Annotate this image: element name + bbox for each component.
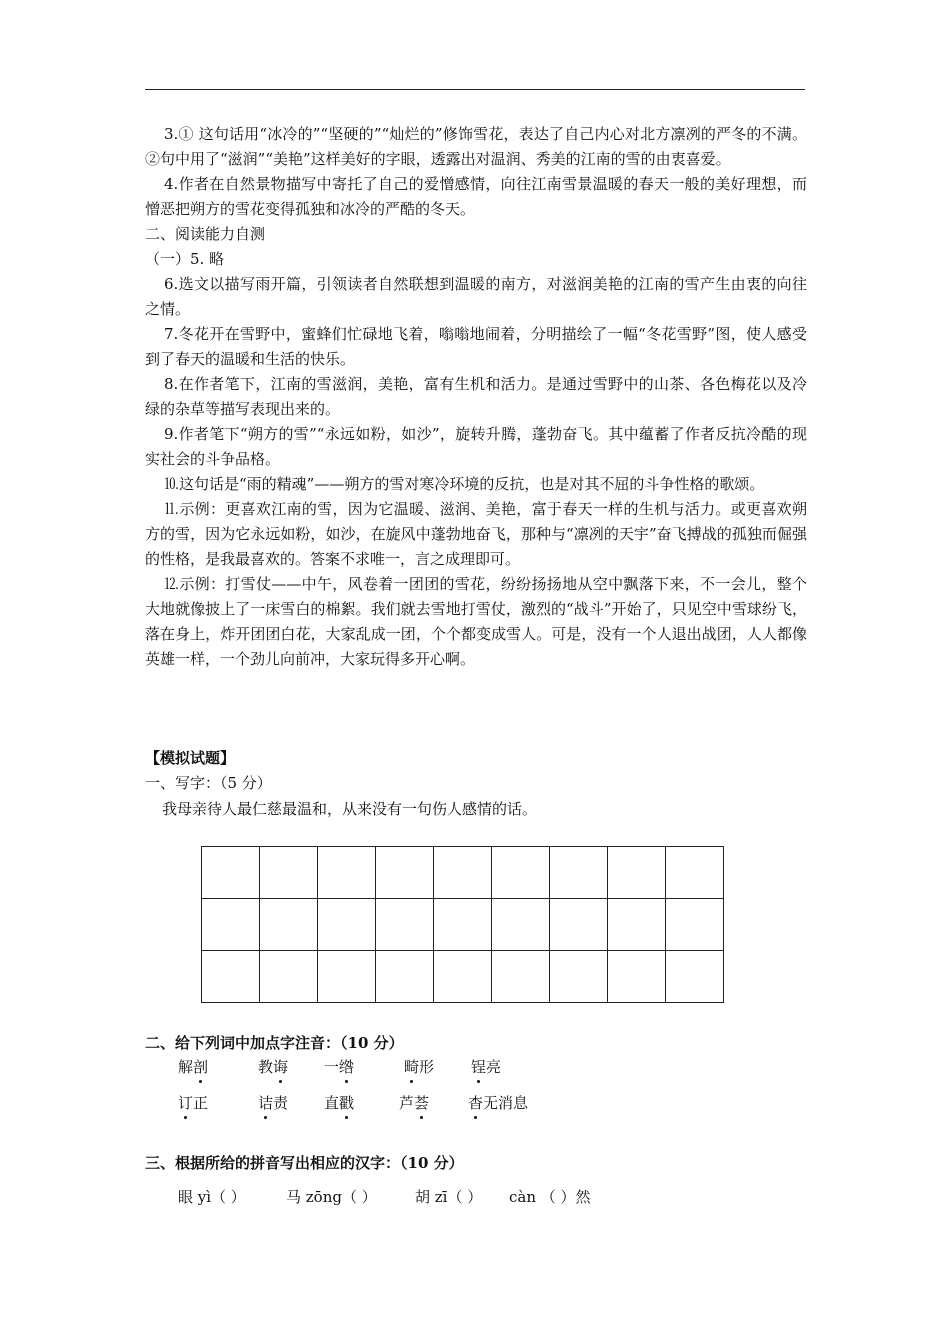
- grid-cell[interactable]: [434, 899, 492, 951]
- grid-cell[interactable]: [608, 847, 666, 899]
- answer-section: [145, 122, 807, 672]
- word-prefix: 一: [324, 1058, 340, 1076]
- grid-cell[interactable]: [202, 951, 260, 1003]
- grid-cell[interactable]: [376, 847, 434, 899]
- answer-8: 8.在作者笔下，江南的雪滋润，美艳，富有生机和活力。是通过雪野中的山茶、各色梅花以及冷绿的杂草等描写表现出来的。: [145, 375, 807, 418]
- header-rule: [145, 89, 805, 90]
- pinyin-item: càn （ ）然: [509, 1188, 591, 1206]
- answer-7: 7.冬花开在雪野中，蜜蜂们忙碌地飞着，嗡嗡地闹着，分明描绘了一幅“冬花雪野”图，使人感受到了春天的温暖和生活的快乐。: [145, 325, 807, 368]
- grid-cell[interactable]: [666, 899, 724, 951]
- grid-cell[interactable]: [666, 847, 724, 899]
- phonetic-word: [471, 1056, 501, 1077]
- pinyin-item: 眼 yì（ ）: [178, 1188, 246, 1206]
- dotted-character: 剖: [193, 1058, 209, 1076]
- grid-cell[interactable]: [666, 951, 724, 1003]
- grid-cell[interactable]: [550, 847, 608, 899]
- phonetic-word: [178, 1092, 208, 1113]
- pinyin-item: 胡 zī（ ）: [415, 1188, 483, 1206]
- phonetic-word: [468, 1092, 528, 1113]
- answer-12: ⒓示例：打雪仗——中午，风卷着一团团的雪花，纷纷扬扬地从空中飘落下来，不一会儿，整个大地就像披上了一床雪白的棉絮。我们就去雪地打雪仗，激烈的“战斗”开始了，只见空中雪球纷飞，落在身上，炸开团团白花，大家乱成一团，个个都变成雪人。可是，没有一个人退出战团，人人都像英雄一样，一个劲儿向前冲，大家玩得多开心啊。: [145, 575, 807, 668]
- word-prefix: 教: [258, 1058, 274, 1076]
- word-prefix: 芦: [399, 1094, 415, 1112]
- question-1-sentence: 我母亲待人最仁慈最温和，从来没有一句伤人感情的话。: [162, 800, 538, 818]
- grid-cell[interactable]: [434, 847, 492, 899]
- writing-grid: [201, 846, 724, 1003]
- dotted-character: 戳: [339, 1094, 355, 1112]
- answer-3: 3.① 这句话用“冰冷的”“坚硬的”“灿烂的”修饰雪花，表达了自己内心对北方凛冽的严冬的不满。 ②句中用了“滋润”“美艳”这样美好的字眼，透露出对温润、秀美的江南的雪的由衷喜爱。: [145, 125, 807, 168]
- grid-cell[interactable]: [260, 899, 318, 951]
- phonetic-word: [324, 1092, 354, 1113]
- answer-6: 6.选文以描写雨开篇，引领读者自然联想到温暖的南方，对滋润美艳的江南的雪产生由衷的向往之情。: [145, 275, 807, 318]
- grid-cell[interactable]: [202, 899, 260, 951]
- answer-10: ⒑这句话是“雨的精魂”——朔方的雪对寒冷环境的反抗，也是对其不屈的斗争性格的歌颂。: [164, 475, 765, 493]
- grid-cell[interactable]: [376, 899, 434, 951]
- grid-cell[interactable]: [260, 847, 318, 899]
- word-prefix: 直: [324, 1094, 340, 1112]
- grid-cell[interactable]: [318, 847, 376, 899]
- answer-4: 4.作者在自然景物描写中寄托了自己的爱憎感情，向往江南雪景温暖的春天一般的美好理想，而憎恶把朔方的雪花变得孤独和冰冷的严酷的冬天。: [145, 175, 807, 218]
- answer-9: 9.作者笔下“朔方的雪”“永远如粉，如沙”，旋转升腾，蓬勃奋飞。其中蕴蓄了作者反抗冷酷的现实社会的斗争品格。: [145, 425, 807, 468]
- word-suffix: 正: [193, 1094, 209, 1112]
- dotted-character: 荟: [414, 1094, 430, 1112]
- phonetic-word: [178, 1056, 208, 1077]
- grid-cell[interactable]: [608, 899, 666, 951]
- pinyin-item: 马 zōng（ ）: [286, 1188, 377, 1206]
- grid-cell[interactable]: [434, 951, 492, 1003]
- word-suffix: 无消息: [483, 1094, 529, 1112]
- phonetic-word: [258, 1056, 288, 1077]
- grid-row: [202, 847, 724, 899]
- phonetic-word: [399, 1092, 429, 1113]
- answer-11: ⒒示例：更喜欢江南的雪，因为它温暖、滋润、美艳，富于春天一样的生机与活力。或更喜欢朔方的雪，因为它永远如粉，如沙，在旋风中蓬勃地奋飞，那种与“凛冽的天宇”奋飞搏战的孤独而倔强的性格，是我最喜欢的。答案不求唯一，言之成理即可。: [145, 500, 807, 568]
- phonetic-word: [324, 1056, 354, 1077]
- word-prefix: 解: [178, 1058, 194, 1076]
- dotted-character: 诲: [273, 1058, 289, 1076]
- section-heading-reading: 二、阅读能力自测: [145, 225, 266, 243]
- dotted-character: 杳: [468, 1094, 484, 1112]
- grid-row: [202, 899, 724, 951]
- grid-cell[interactable]: [550, 951, 608, 1003]
- phonetic-word: [258, 1092, 288, 1113]
- grid-cell[interactable]: [318, 951, 376, 1003]
- grid-cell[interactable]: [492, 951, 550, 1003]
- dotted-character: 锃: [471, 1058, 487, 1076]
- question-3-heading: 三、根据所给的拼音写出相应的汉字：（10 分）: [145, 1154, 464, 1172]
- dotted-character: 订: [178, 1094, 194, 1112]
- grid-cell[interactable]: [550, 899, 608, 951]
- grid-row: [202, 951, 724, 1003]
- question-2-heading: 二、给下列词中加点字注音：（10 分）: [145, 1034, 404, 1052]
- dotted-character: 畸: [404, 1058, 420, 1076]
- dotted-character: 诘: [258, 1094, 274, 1112]
- grid-cell[interactable]: [492, 847, 550, 899]
- answer-5: （一）5. 略: [145, 250, 225, 268]
- grid-cell[interactable]: [318, 899, 376, 951]
- grid-cell[interactable]: [202, 847, 260, 899]
- grid-cell[interactable]: [260, 951, 318, 1003]
- phonetic-word: [404, 1056, 434, 1077]
- word-suffix: 亮: [486, 1058, 502, 1076]
- dotted-character: 绺: [339, 1058, 355, 1076]
- word-suffix: 形: [419, 1058, 435, 1076]
- question-1-heading: 一、写字：（5 分）: [145, 774, 272, 792]
- grid-cell[interactable]: [608, 951, 666, 1003]
- word-suffix: 责: [273, 1094, 289, 1112]
- grid-cell[interactable]: [492, 899, 550, 951]
- grid-cell[interactable]: [376, 951, 434, 1003]
- mock-test-title: 【模拟试题】: [145, 749, 236, 767]
